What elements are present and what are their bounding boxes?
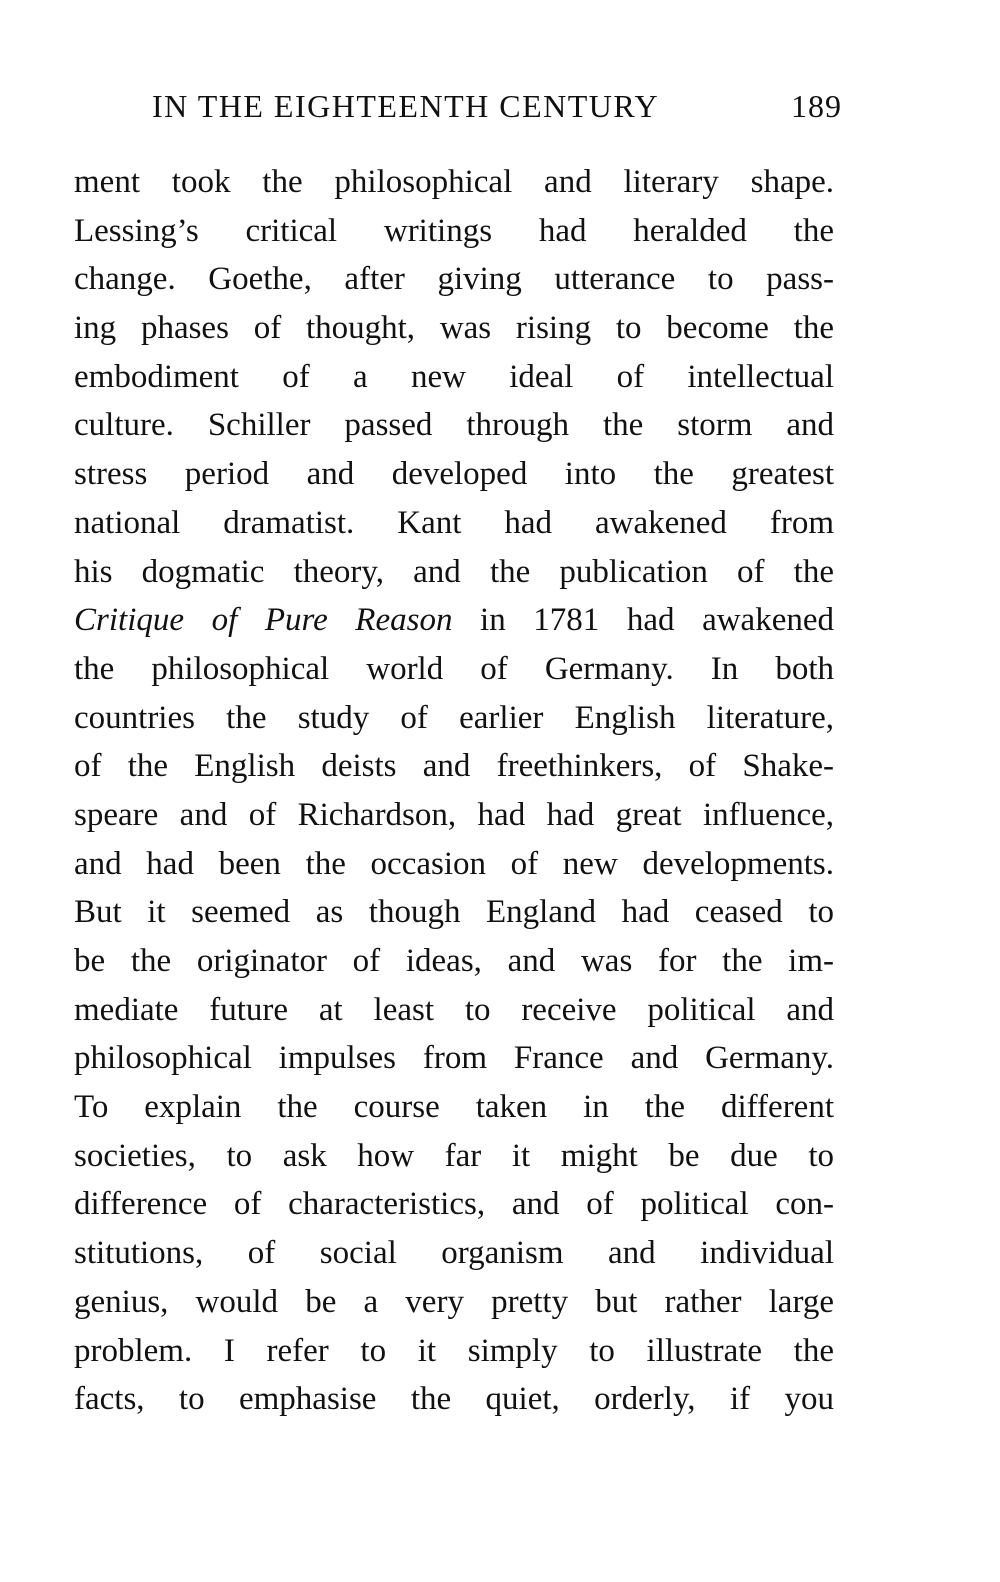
text-line-23: stitutions, of social organism and individual	[74, 1235, 834, 1272]
text-line-20: To explain the course taken in the different	[74, 1089, 834, 1126]
body-text	[74, 158, 834, 1424]
text-line-15: and had been the occasion of new developments.	[74, 845, 834, 882]
text-line-14: speare and of Richardson, had had great influence,	[74, 796, 834, 833]
text-line-18: mediate future at least to receive political and	[74, 991, 834, 1028]
text-line-7: stress period and developed into the greatest	[74, 456, 834, 493]
text-line-10-rest: in 1781 had awakened	[452, 602, 834, 639]
text-line-19: philosophical impulses from France and Germany.	[74, 1040, 834, 1077]
text-line-22: difference of characteristics, and of political con-	[74, 1186, 834, 1223]
text-line-24: genius, would be a very pretty but rather large	[74, 1283, 834, 1320]
text-line-4: ing phases of thought, was rising to become the	[74, 310, 834, 347]
book-title-italic: Critique of Pure Reason	[74, 602, 453, 639]
running-head	[152, 88, 842, 132]
text-line-10	[74, 596, 834, 645]
text-line-12: countries the study of earlier English literature,	[74, 699, 834, 736]
text-line-2: Lessing’s critical writings had heralded the	[74, 212, 834, 249]
text-line-16: But it seemed as though England had ceased to	[74, 894, 834, 931]
text-line-9: his dogmatic theory, and the publication of the	[74, 553, 834, 590]
text-line-6: culture. Schiller passed through the storm and	[74, 407, 834, 444]
text-line-8: national dramatist. Kant had awakened from	[74, 504, 834, 541]
text-line-25: problem. I refer to it simply to illustrate the	[74, 1332, 834, 1369]
text-line-1: ment took the philosophical and literary shape.	[74, 164, 834, 200]
text-line-5: embodiment of a new ideal of intellectual	[74, 358, 834, 395]
text-line-26: facts, to emphasise the quiet, orderly, if you	[74, 1381, 834, 1418]
text-line-13: of the English deists and freethinkers, of Shake-	[74, 748, 834, 785]
text-line-3: change. Goethe, after giving utterance to pass-	[74, 261, 834, 298]
page-number: 189	[791, 88, 842, 124]
text-line-11: the philosophical world of Germany. In both	[74, 650, 834, 687]
text-line-17: be the originator of ideas, and was for the im-	[74, 943, 834, 979]
text-line-21: societies, to ask how far it might be due to	[74, 1137, 834, 1174]
running-title: IN THE EIGHTEENTH CENTURY	[152, 88, 660, 124]
